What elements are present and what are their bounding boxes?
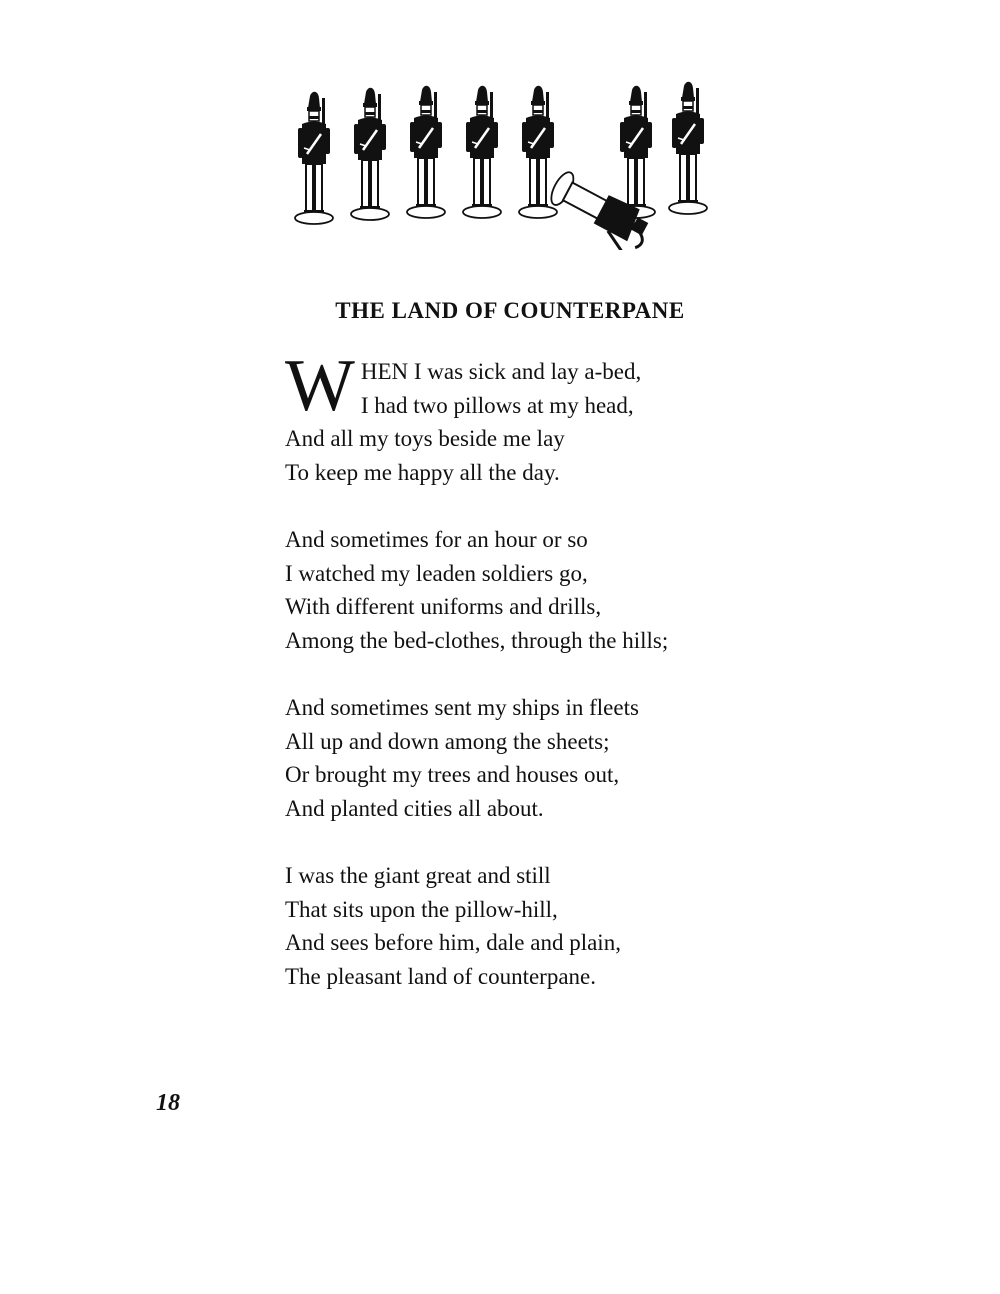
poem-line: I was the giant great and still <box>285 862 551 888</box>
poem-line: I had two pillows at my head, <box>360 392 634 418</box>
soldier-1 <box>295 92 333 224</box>
page-number: 18 <box>156 1090 180 1116</box>
poem-line: Among the bed-clothes, through the hills; <box>285 627 669 653</box>
stanza-3 <box>285 691 805 825</box>
poem-line: With different uniforms and drills, <box>285 594 602 620</box>
poem-line: All up and down among the sheets; <box>285 728 610 754</box>
poem-line: That sits upon the pillow-hill, <box>285 896 558 922</box>
stanza-1 <box>285 345 805 489</box>
soldier-4 <box>463 86 501 218</box>
poem-line: HEN I was sick and lay a-bed, <box>360 359 642 384</box>
poem-line: And sometimes for an hour or so <box>285 526 588 552</box>
poem-line: And sometimes sent my ships in fleets <box>285 694 639 720</box>
poem-line: To keep me happy all the day. <box>285 459 560 485</box>
stanza-4 <box>285 859 805 993</box>
soldier-3 <box>407 86 445 218</box>
poem-line: And sees before him, dale and plain, <box>285 930 621 956</box>
drop-cap: W <box>285 345 355 427</box>
poem-line: The pleasant land of counterpane. <box>285 963 597 989</box>
poem-line: And all my toys beside me lay <box>285 426 565 452</box>
poem-title: THE LAND OF COUNTERPANE <box>335 298 685 323</box>
toy-soldiers-illustration <box>290 78 730 250</box>
soldier-2 <box>351 88 389 220</box>
poem-line: I watched my leaden soldiers go, <box>285 560 588 586</box>
stanza-2 <box>285 523 805 657</box>
poem-body <box>285 345 805 1027</box>
poem-line: And planted cities all about. <box>285 795 544 821</box>
poem-line: Or brought my trees and houses out, <box>285 762 620 788</box>
soldier-6 <box>617 86 655 218</box>
soldier-7 <box>669 82 707 214</box>
